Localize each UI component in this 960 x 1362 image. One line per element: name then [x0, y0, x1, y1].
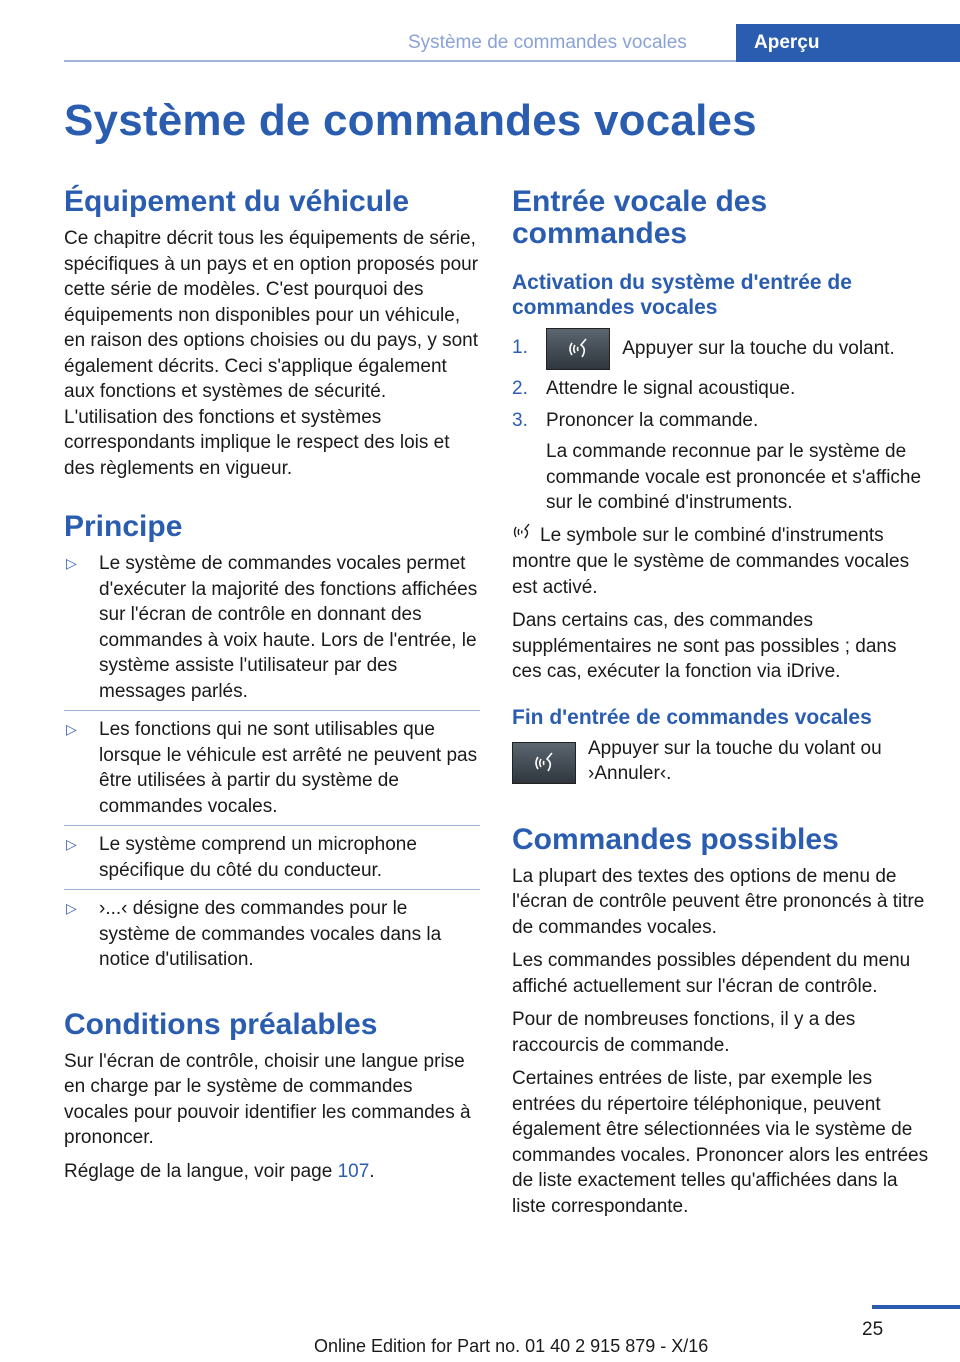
langue-reference-text: Réglage de la langue, voir page — [64, 1160, 338, 1182]
voice-button-icon — [512, 742, 576, 784]
list-item — [64, 889, 480, 973]
step-text: Attendre le signal acoustique. — [546, 378, 796, 399]
header-section-title: Système de commandes vocales — [408, 32, 687, 53]
triangle-bullet-icon: ▷ — [66, 900, 77, 916]
voice-button-icon — [546, 328, 610, 370]
principe-heading: Principe — [64, 510, 183, 543]
conditions-heading: Conditions préalables — [64, 1007, 378, 1041]
symbol-text: Le symbole sur le combiné d'instruments montre que le système de commandes vocales est activé. — [512, 524, 910, 598]
equipement-heading: Équipement du véhicule — [64, 185, 410, 218]
list-item-text: Le système de commandes vocales permet d'exécuter la majorité des fonctions affichées sur l'écran de contrôle en donnant des commandes à voix haute. Lors de l'entrée, le système assiste l'utilisateur par des messages parlés. — [99, 553, 478, 702]
commandes-p3: Pour de nombreuses fonctions, il y a des raccourcis de commande. — [512, 1009, 856, 1056]
symbol-paragraph — [512, 522, 930, 601]
voice-symbol-icon — [512, 522, 534, 550]
entree-heading: Entrée vocale des commandes — [512, 185, 768, 250]
step-item — [512, 376, 930, 402]
step-text: Appuyer sur la touche du volant. — [622, 338, 895, 360]
page-number: 25 — [862, 1319, 884, 1340]
triangle-bullet-icon: ▷ — [66, 555, 77, 571]
conditions-text: Sur l'écran de contrôle, choisir une langue prise en charge par le système de commandes vocales pour pouvoir identifier les commandes à prononcer. — [64, 1050, 471, 1148]
list-item — [64, 825, 480, 883]
fin-block — [512, 736, 930, 794]
left-column — [64, 186, 480, 1184]
langue-reference-suffix: . — [369, 1160, 375, 1182]
edition-footer: Online Edition for Part no. 01 40 2 915 879 - X/16 — [314, 1336, 709, 1356]
header-tab-apercu[interactable]: Aperçu — [736, 24, 960, 62]
equipement-text: Ce chapitre décrit tous les équipements de série, spécifiques à un pays et en option proposés pour cette série de modèles. C'est pourquoi des équipements non disponibles pour un véhicule, en raison des options choisies ou du pays, y sont également décrits. Ceci s'applique également aux fonctions et systèmes de sécurité. L'utilisation des fonctions et systèmes correspondants implique le respect des lois et des règlements en vigueur. — [64, 228, 479, 479]
triangle-bullet-icon: ▷ — [66, 836, 77, 852]
step-number: 2. — [512, 378, 528, 399]
activation-steps — [512, 328, 930, 516]
list-item-text: Le système comprend un microphone spécifique du côté du conducteur. — [99, 834, 417, 881]
right-column — [512, 186, 930, 1219]
list-item-text: Les fonctions qui ne sont utilisables que lorsque le véhicule est arrêté ne peuvent pas être utilisées à partir du système de commandes vocales. — [99, 719, 478, 817]
fin-heading: Fin d'entrée de commandes vocales — [512, 705, 872, 729]
langue-reference — [64, 1159, 480, 1185]
commandes-p1: La plupart des textes des options de menu de l'écran de contrôle peuvent être prononcés à titre de commandes vocales. — [512, 865, 925, 938]
list-item-text: ›...‹ désigne des commandes pour le système de commandes vocales dans la notice d'utilisation. — [99, 898, 442, 970]
commandes-p2: Les commandes possibles dépendent du menu affiché actuellement sur l'écran de contrôle. — [512, 950, 911, 997]
step-item — [512, 328, 930, 370]
commandes-heading: Commandes possibles — [512, 822, 839, 856]
step3-detail: La commande reconnue par le système de commande vocale est prononcée et s'affiche sur le combiné d'instruments. — [546, 441, 922, 513]
fin-text: Appuyer sur la touche du volant ou ›Annuler‹. — [588, 737, 882, 784]
step-number: 3. — [512, 409, 528, 431]
list-item — [64, 551, 480, 704]
step-number: 1. — [512, 337, 528, 358]
step-item — [512, 408, 930, 516]
page-title: Système de commandes vocales — [64, 96, 757, 145]
principe-list — [64, 551, 480, 973]
triangle-bullet-icon: ▷ — [66, 721, 77, 737]
list-item — [64, 710, 480, 819]
cases-text: Dans certains cas, des commandes supplémentaires ne sont pas possibles ; dans ces cas, exécuter la fonction via iDrive. — [512, 610, 897, 682]
activation-heading: Activation du système d'entrée de commandes vocales — [512, 271, 852, 319]
footer-rule — [872, 1305, 960, 1309]
step-text: Prononcer la commande. — [546, 409, 759, 431]
commandes-p4: Certaines entrées de liste, par exemple les entrées du répertoire téléphonique, peuvent également être sélectionnées via le système de commandes vocales. Prononcer alors les entrées de liste exactement telles qu'affichées dans la liste correspondante. — [512, 1068, 929, 1217]
page-link[interactable]: 107 — [337, 1160, 370, 1182]
